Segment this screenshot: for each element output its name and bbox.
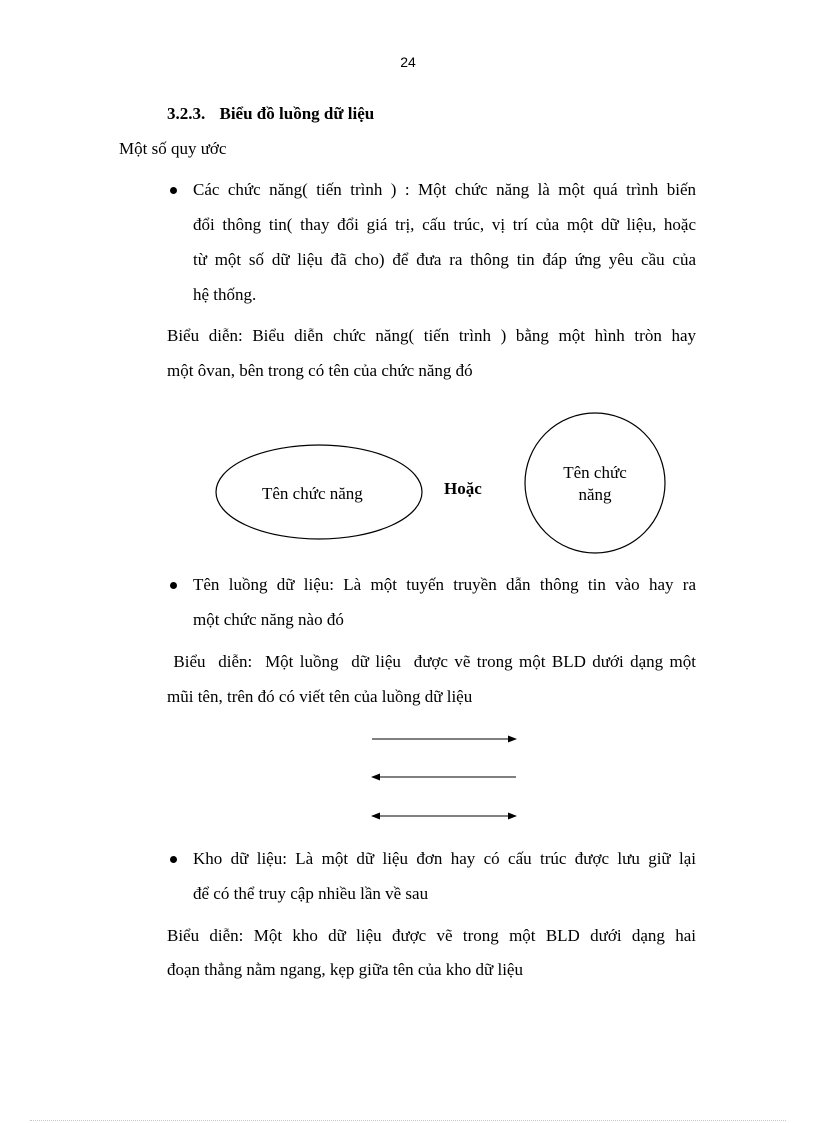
bullet-3-line-2: để có thể truy cập nhiều lần về sau [193, 884, 429, 903]
representation-3-line-2: đoạn thẳng nằm ngang, kẹp giữa tên của kho dữ liệu [167, 960, 523, 979]
ellipse-label: Tên chức năng [262, 484, 363, 503]
page-number: 24 [400, 54, 416, 70]
representation-1-line-2: một ôvan, bên trong có tên của chức năng đó [167, 361, 473, 380]
page-bottom-divider [30, 1120, 786, 1121]
representation-2-line-2: mũi tên, trên đó có viết tên của luồng dữ liệu [167, 687, 473, 706]
process-circle [525, 413, 665, 553]
circle-label-line-1: Tên chức [563, 463, 627, 482]
bullet-icon [170, 582, 177, 589]
left-arrow-icon [371, 774, 516, 781]
representation-1-line-1: Biểu diễn: Biểu diễn chức năng( tiến trình ) bằng một hình tròn hay [167, 326, 696, 345]
section-number: 3.2.3. [167, 104, 206, 123]
right-arrow-icon [372, 736, 517, 743]
bullet-icon [170, 187, 177, 194]
bullet-3-line-1: Kho dữ liệu: Là một dữ liệu đơn hay có cấu trúc được lưu giữ lại [193, 849, 696, 868]
bullet-2-line-2: một chức năng nào đó [193, 610, 344, 629]
or-label: Hoặc [444, 479, 482, 498]
representation-2-line-1: Biểu diễn: Một luồng dữ liệu được vẽ trong một BLD dưới dạng một [167, 652, 696, 671]
section-heading [167, 104, 374, 124]
representation-3-line-1: Biểu diễn: Một kho dữ liệu được vẽ trong một BLD dưới dạng hai [167, 926, 696, 945]
bullet-1-line-1: Các chức năng( tiến trình ) : Một chức năng là một quá trình biến [193, 180, 696, 199]
section-title: Biểu đồ luồng dữ liệu [219, 104, 375, 123]
bullet-1-line-2: đổi thông tin( thay đổi giá trị, cấu trúc, vị trí của một dữ liệu, hoặc [193, 215, 696, 234]
data-flow-arrows-diagram [365, 728, 525, 828]
bullet-1-line-4: hệ thống. [193, 285, 257, 304]
bidirectional-arrow-icon [371, 813, 517, 820]
intro-text: Một số quy ước [119, 139, 227, 158]
bullet-icon [170, 856, 177, 863]
bullet-1-line-3: từ một số dữ liệu đã cho) để đưa ra thông tin đáp ứng yêu cầu của [193, 250, 696, 269]
bullet-2-line-1: Tên luồng dữ liệu: Là một tuyến truyền dẫn thông tin vào hay ra [193, 575, 696, 594]
circle-label-line-2: năng [578, 485, 612, 504]
